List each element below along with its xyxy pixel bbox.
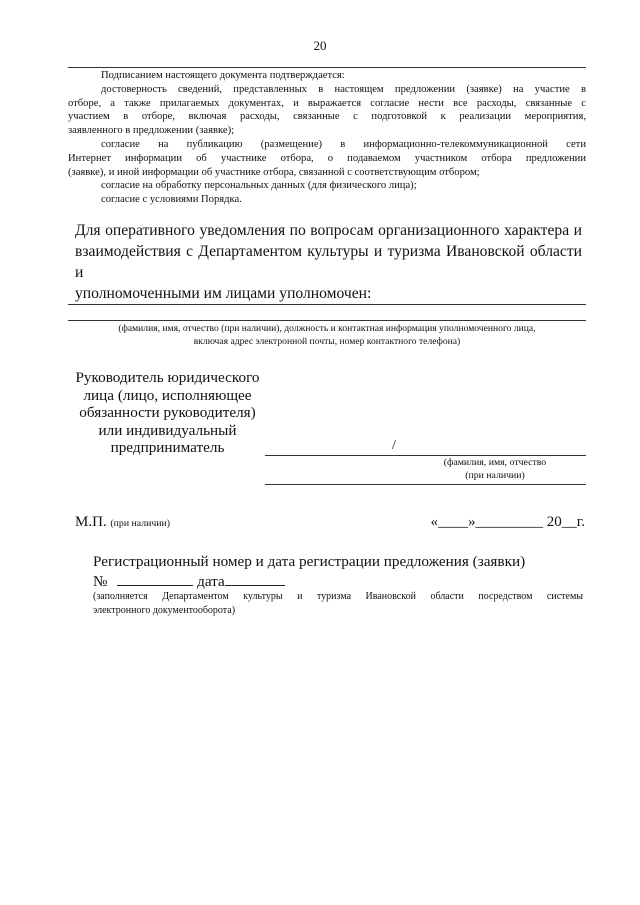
registration-date-field[interactable] — [225, 571, 285, 586]
consent-line: участием в отборе, включая расходы, связанные с подготовкой к реализации мероприятия, — [68, 111, 586, 123]
consent-line: отборе, а также прилагаемых документах, и выражается согласие нести все расходы, связанные с — [68, 97, 586, 109]
registration-caption — [93, 590, 583, 617]
contact-person-line[interactable] — [68, 304, 586, 305]
top-rule — [68, 67, 586, 68]
title-line: предприниматель — [110, 439, 225, 457]
signatory-title — [60, 369, 275, 457]
caption-line: (заполняется Департаментом культуры и туризма Ивановской области посредством системы — [93, 591, 583, 602]
title-line: или индивидуальный — [98, 421, 237, 439]
consent-line: достоверность сведений, представленных в настоящем предложении (заявке) на участие в — [101, 83, 586, 95]
contact-caption — [68, 322, 586, 348]
contact-line: Для оперативного уведомления по вопросам организационного характера и — [75, 222, 582, 239]
consent-line: Подписанием настоящего документа подтверждается: — [101, 70, 345, 81]
date-label: дата — [197, 573, 225, 590]
consent-line: согласие с условиями Порядка. — [101, 194, 242, 206]
registration-fields — [93, 571, 525, 591]
contact-line: взаимодействия с Департаментом культуры и туризма Ивановской области и — [75, 243, 582, 281]
date-line: «____»_________ 20__г. — [430, 514, 585, 530]
caption-line: (при наличии) — [465, 470, 525, 481]
name-line[interactable] — [265, 484, 586, 485]
title-line: обязанности руководителя) — [79, 404, 256, 422]
contact-person-line-2[interactable] — [68, 320, 586, 321]
signature-caption — [410, 456, 580, 482]
caption-line: электронного документооборота) — [93, 604, 236, 616]
title-line: Руководитель юридического — [75, 369, 260, 386]
consent-line: согласие на обработку персональных данных (для физического лица); — [101, 180, 417, 192]
page-number: 20 — [313, 38, 327, 53]
consent-block — [68, 69, 586, 207]
caption-line: (фамилия, имя, отчество (при наличии), должность и контактная информация уполномоченного лица, — [118, 323, 536, 334]
consent-line: (заявке), и иной информации об участнике отбора, связанной с соответствующим отбором; — [68, 166, 480, 178]
seal-text: М.П. — [75, 514, 107, 530]
caption-line: включая адрес электронной почты, номер контактного телефона) — [193, 336, 461, 347]
caption-line: (фамилия, имя, отчество — [443, 457, 547, 468]
title-line: лица (лицо, исполняющее — [83, 386, 252, 404]
registration-number-field[interactable] — [117, 571, 193, 586]
contact-paragraph — [75, 220, 582, 304]
contact-line: уполномоченными им лицами уполномочен: — [75, 285, 372, 302]
consent-line: заявленного в предложении (заявке); — [68, 125, 235, 137]
seal-label — [75, 514, 170, 531]
consent-line: Интернет информации об участнике отбора, о подаваемом участником отбора предложении — [68, 152, 586, 164]
signature-slash: / — [392, 438, 396, 453]
registration-block — [93, 553, 525, 591]
number-label: № — [93, 573, 108, 590]
registration-title: Регистрационный номер и дата регистрации предложения (заявки) — [93, 553, 526, 570]
consent-line: согласие на публикацию (размещение) в информационно-телекоммуникационной сети — [101, 138, 586, 150]
seal-note: (при наличии) — [110, 518, 171, 529]
